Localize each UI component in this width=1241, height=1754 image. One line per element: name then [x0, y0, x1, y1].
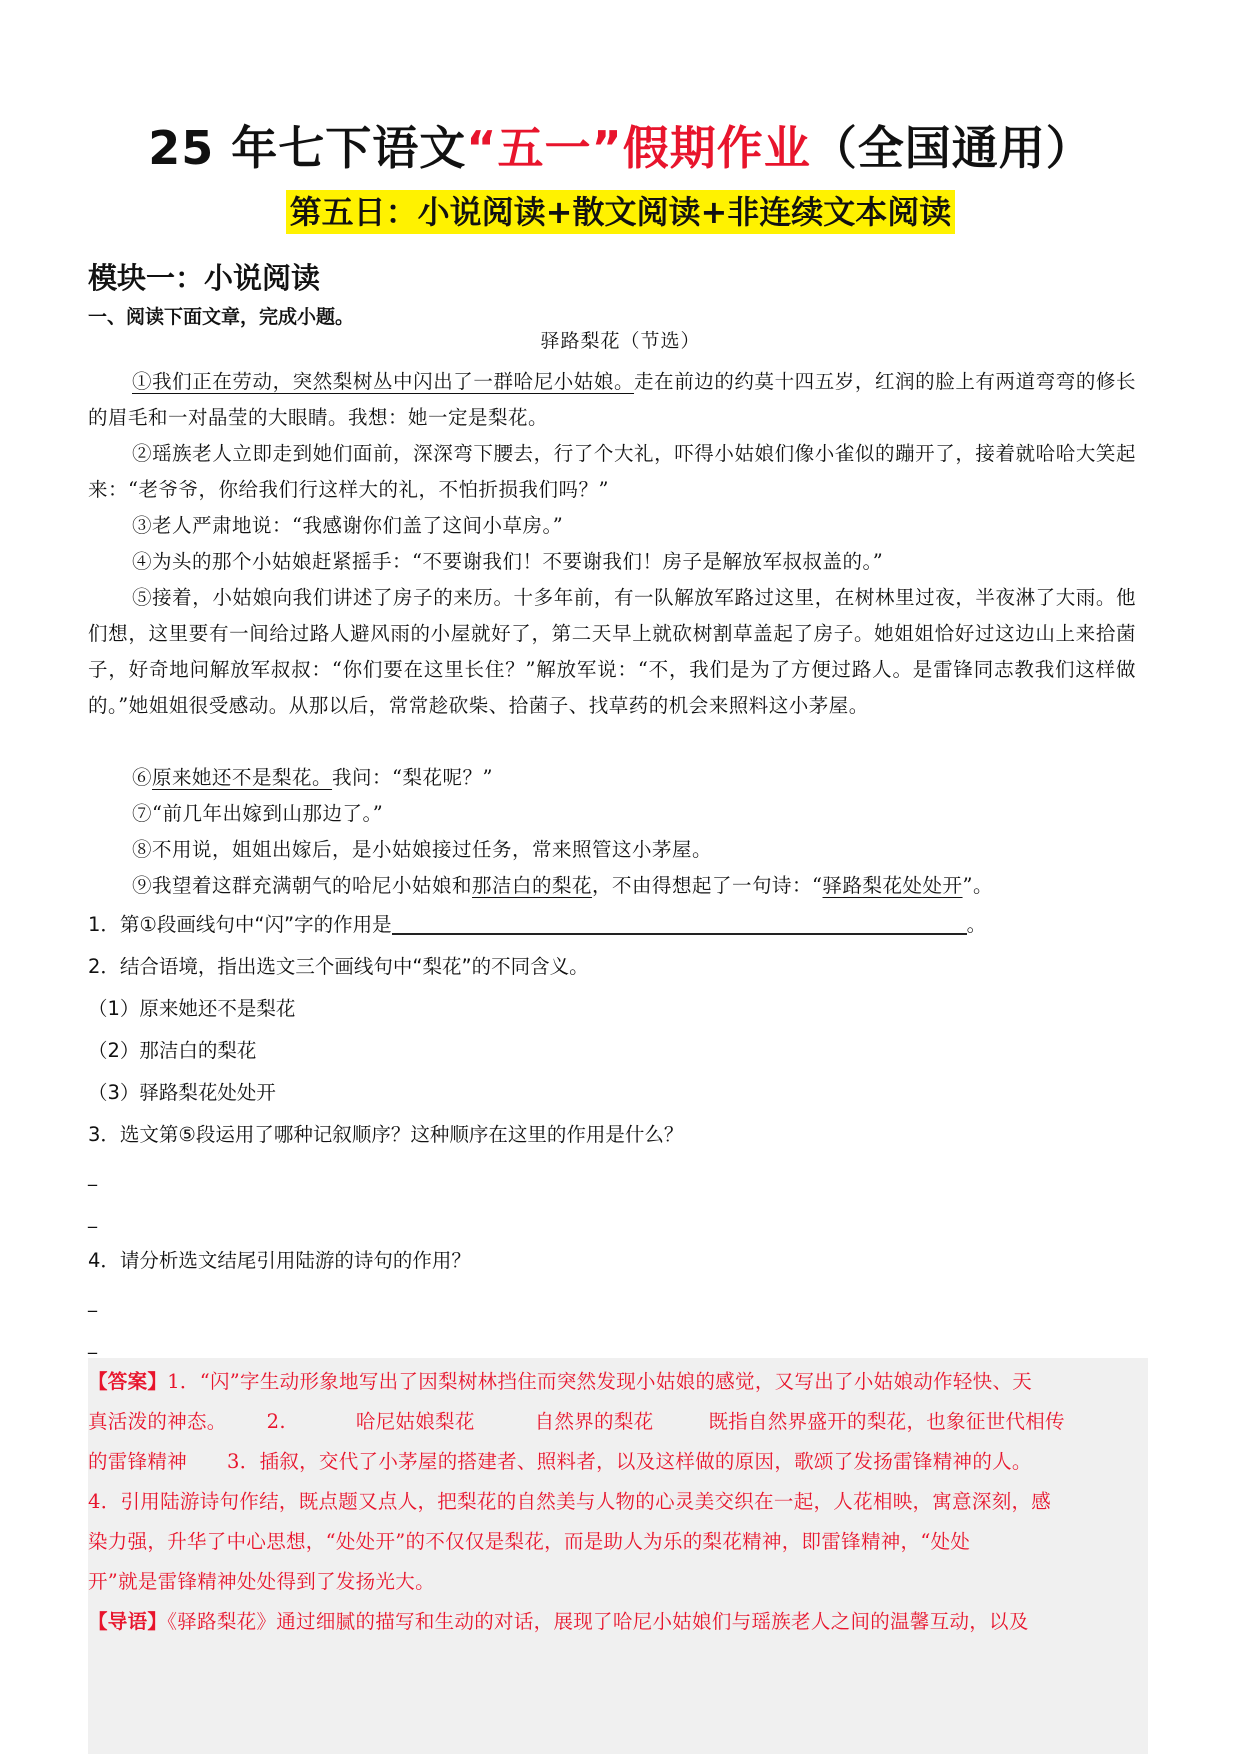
- paragraph-6: ⑥原来她还不是梨花。我问：“梨花呢？”: [132, 766, 493, 789]
- underlined-sentence-2: 原来她还不是梨花。: [152, 766, 333, 789]
- passage-title: 驿路梨花（节选）: [540, 330, 701, 352]
- answer-line-5: 染力强，升华了中心思想，“处处开”的不仅仅是梨花，而是助人为乐的梨花精神，即雷锋精神，“处处: [88, 1530, 971, 1553]
- subtitle-row: [0, 190, 1241, 234]
- question-3: 3．选文第⑤段运用了哪种记叙顺序？这种顺序在这里的作用是什么？: [88, 1123, 684, 1146]
- answer-line: _: [88, 1334, 97, 1355]
- question-4: 4．请分析选文结尾引用陆游的诗句的作用？: [88, 1249, 471, 1272]
- page-title: [0, 118, 1241, 178]
- question-2-item-2: （2）那洁白的梨花: [88, 1039, 257, 1062]
- paragraph-2: ②瑶族老人立即走到她们面前，深深弯下腰去，行了个大礼，吓得小姑娘们像小雀似的蹦开了，接着就哈哈大笑起来：“老爷爷，你给我们行这样大的礼，不怕折损我们吗？”: [88, 442, 1136, 501]
- paragraph-9: ⑨我望着这群充满朝气的哈尼小姑娘和那洁白的梨花，不由得想起了一句诗：“驿路梨花处处开”。: [132, 874, 994, 897]
- answer-blank: [392, 933, 967, 935]
- title-highlight: “五一”假期作业: [466, 121, 811, 175]
- module-heading: 模块一：小说阅读: [88, 261, 321, 295]
- answer-line: _: [88, 1208, 97, 1229]
- answer-line: _: [88, 1166, 97, 1187]
- paragraph-5: ⑤接着，小姑娘向我们讲述了房子的来历。十多年前，有一队解放军路过这里，在树林里过夜，半夜淋了大雨。他们想，这里要有一间给过路人避风雨的小屋就好了，第二天早上就砍树割草盖起了房子。她姐姐恰好过这边山上来拾菌子，好奇地问解放军叔叔：“你们要在这里长住？”解放军说：“不，我们是为了方便过路人。是雷锋同志教我们这样做的。”她姐姐很受感动。从那以后，常常趁砍柴、拾菌子、找草药的机会来照料这小茅屋。: [88, 586, 1136, 717]
- question-2-item-1: （1）原来她还不是梨花: [88, 997, 296, 1020]
- answer-line-3: 的雷锋精神 3．插叙，交代了小茅屋的搭建者、照料者，以及这样做的原因，歌颂了发扬雷锋精神的人。: [88, 1450, 1032, 1473]
- paragraph-4: ④为头的那个小姑娘赶紧摇手：“不要谢我们！不要谢我们！房子是解放军叔叔盖的。”: [132, 550, 884, 573]
- section-instruction: 一、阅读下面文章，完成小题。: [88, 306, 355, 328]
- paragraph-3: ③老人严肃地说：“我感谢你们盖了这间小草房。”: [132, 514, 564, 537]
- underlined-phrase-3: 那洁白的梨花: [472, 874, 593, 897]
- answer-line-1: 【答案】1．“闪”字生动形象地写出了因梨树林挡住而突然发现小姑娘的感觉，又写出了小姑娘动作轻快、天: [88, 1370, 1033, 1393]
- title-suffix: （全国通用）: [810, 121, 1093, 175]
- answer-line-4: 4．引用陆游诗句作结，既点题又点人，把梨花的自然美与人物的心灵美交织在一起，人花相映，寓意深刻，感: [88, 1490, 1052, 1513]
- underlined-sentence-1: ①我们正在劳动，突然梨树丛中闪出了一群哈尼小姑娘。: [132, 370, 635, 393]
- answer-line-6: 开”就是雷锋精神处处得到了发扬光大。: [88, 1570, 435, 1593]
- paragraph-7: ⑦“前几年出嫁到山那边了。”: [132, 802, 384, 825]
- question-2: 2．结合语境，指出选文三个画线句中“梨花”的不同含义。: [88, 955, 589, 978]
- question-1: 1．第①段画线句中“闪”字的作用是 。: [88, 913, 987, 936]
- answer-line-2: 真活泼的神态。 2. 哈尼姑娘梨花 自然界的梨花 既指自然界盛开的梨花，也象征世代相传: [88, 1410, 1065, 1433]
- guide-label: 【导语】: [88, 1610, 168, 1633]
- page-subtitle: 第五日：小说阅读+散文阅读+非连续文本阅读: [286, 190, 956, 234]
- answer-label: 【答案】: [88, 1370, 168, 1393]
- answer-line: _: [88, 1292, 97, 1313]
- underlined-phrase-4: 驿路梨花处处开: [822, 874, 963, 897]
- paragraph-1: ①我们正在劳动，突然梨树丛中闪出了一群哈尼小姑娘。走在前边的约莫十四五岁，红润的脸上有两道弯弯的修长的眉毛和一对晶莹的大眼睛。我想：她一定是梨花。: [88, 370, 1136, 429]
- guide-line: 【导语】《驿路梨花》通过细腻的描写和生动的对话，展现了哈尼小姑娘们与瑶族老人之间的温馨互动，以及: [88, 1610, 1029, 1633]
- question-2-item-3: （3）驿路梨花处处开: [88, 1081, 276, 1104]
- paragraph-8: ⑧不用说，姐姐出嫁后，是小姑娘接过任务，常来照管这小茅屋。: [132, 838, 713, 861]
- title-prefix: 25 年七下语文: [148, 121, 467, 175]
